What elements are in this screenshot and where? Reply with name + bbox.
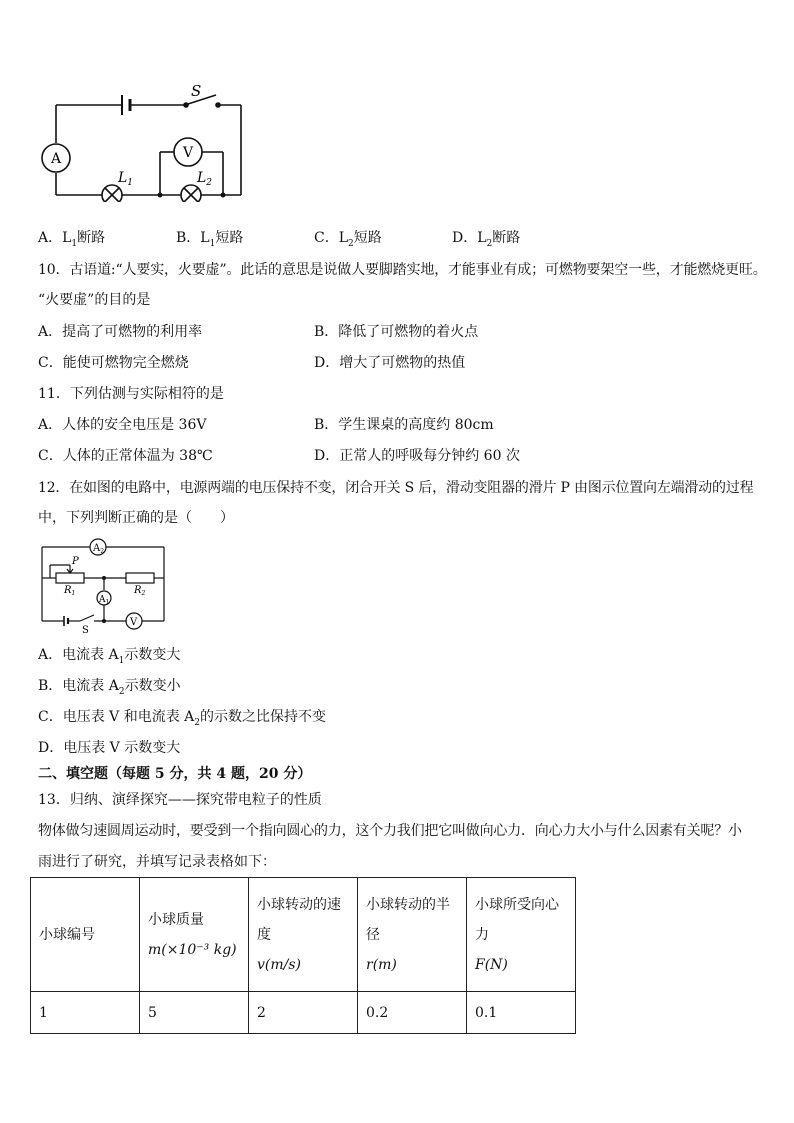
- q9-fig-l1-label: $L_1$: [118, 170, 134, 188]
- q12-fig-r2-label: $R_2$: [134, 585, 146, 597]
- table-header-cell: 小球转动的速 度 v(m/s): [249, 878, 358, 992]
- q9-option-b[interactable]: B．$L_1$短路: [176, 230, 244, 249]
- table-header-cell: 小球编号: [31, 878, 140, 992]
- table-cell: 5: [140, 992, 249, 1034]
- q10-option-d[interactable]: D．增大了可燃物的热值: [314, 355, 466, 371]
- q12-fig-p-label: P: [72, 556, 79, 567]
- q9-fig-s-label: S: [191, 82, 202, 100]
- q10-option-b[interactable]: B．降低了可燃物的着火点: [314, 324, 479, 340]
- q9-option-d[interactable]: D．$L_2$断路: [452, 230, 521, 249]
- q9-fig-v-label: V: [183, 145, 194, 161]
- q11-option-a[interactable]: A．人体的安全电压是 36V: [38, 417, 207, 433]
- q13-paragraph-line2: 雨进行了研究，并填写记录表格如下：: [38, 854, 276, 870]
- q11-option-d[interactable]: D．正常人的呼吸每分钟约 60 次: [314, 448, 520, 464]
- q12-fig-a2-label: $A_2$: [93, 543, 105, 555]
- q12-fig-v-label: V: [130, 617, 138, 628]
- q12-fig-s-label: S: [82, 625, 89, 635]
- q10-stem-line1: 10．古语道:“人要实，火要虚”。此话的意思是说做人要脚踏实地，才能事业有成；可燃物要架空一些，才能燃烧更旺。: [38, 262, 767, 278]
- q11-option-c[interactable]: C．人体的正常体温为 38℃: [38, 448, 213, 464]
- section2-title: 二、填空题（每题 5 分，共 4 题，20 分）: [38, 766, 312, 782]
- q12-fig-r1-label: $R_1$: [64, 585, 76, 597]
- q10-stem-line2: “火要虚”的目的是: [38, 292, 151, 308]
- table-cell: 1: [31, 992, 140, 1034]
- q10-option-a[interactable]: A．提高了可燃物的利用率: [38, 324, 203, 340]
- q9-option-a[interactable]: A．$L_1$断路: [38, 230, 106, 249]
- q12-circuit-figure: [36, 537, 170, 635]
- q9-option-c[interactable]: C．$L_2$短路: [314, 230, 382, 249]
- table-cell: 2: [249, 992, 358, 1034]
- q12-fig-a1-label: $A_1$: [99, 595, 110, 606]
- q11-stem: 11．下列估测与实际相符的是: [38, 386, 224, 402]
- q9-fig-a-label: A: [51, 151, 62, 167]
- table-header-row: [31, 878, 576, 992]
- q11-option-b[interactable]: B．学生课桌的高度约 80cm: [314, 417, 494, 433]
- table-cell: 0.2: [358, 992, 467, 1034]
- q9-fig-l2-label: $L_2$: [197, 170, 213, 188]
- table-header-cell: 小球质量 m(×10⁻³ kg): [140, 878, 249, 992]
- q10-option-c[interactable]: C．能使可燃物完全燃烧: [38, 355, 189, 371]
- q12-option-d[interactable]: D．电压表 V 示数变大: [38, 740, 181, 756]
- table-header-cell: 小球转动的半 径 r(m): [358, 878, 467, 992]
- q12-stem-line1: 12．在如图的电路中，电源两端的电压保持不变，闭合开关 S 后，滑动变阻器的滑片 P 由图示位置向左端滑动的过程: [38, 480, 754, 496]
- table-header-cell: 小球所受向心 力 F(N): [467, 878, 576, 992]
- table-cell: 0.1: [467, 992, 576, 1034]
- q12-option-c[interactable]: C．电压表 V 和电流表 $A_2$的示数之比保持不变: [38, 709, 327, 728]
- q12-option-a[interactable]: A．电流表 $A_1$示数变大: [38, 647, 181, 666]
- q13-data-table: [30, 877, 576, 1034]
- q12-stem-line2: 中，下列判断正确的是（ ）: [38, 510, 234, 526]
- q13-stem: 13．归纳、演绎探究——探究带电粒子的性质: [38, 792, 322, 808]
- q9-circuit-figure: [36, 82, 246, 202]
- q13-paragraph-line1: 物体做匀速圆周运动时，要受到一个指向圆心的力，这个力我们把它叫做向心力．向心力大小与什么因素有关呢？小: [38, 823, 742, 839]
- q12-option-b[interactable]: B．电流表 $A_2$示数变小: [38, 678, 181, 697]
- table-row: [31, 992, 576, 1034]
